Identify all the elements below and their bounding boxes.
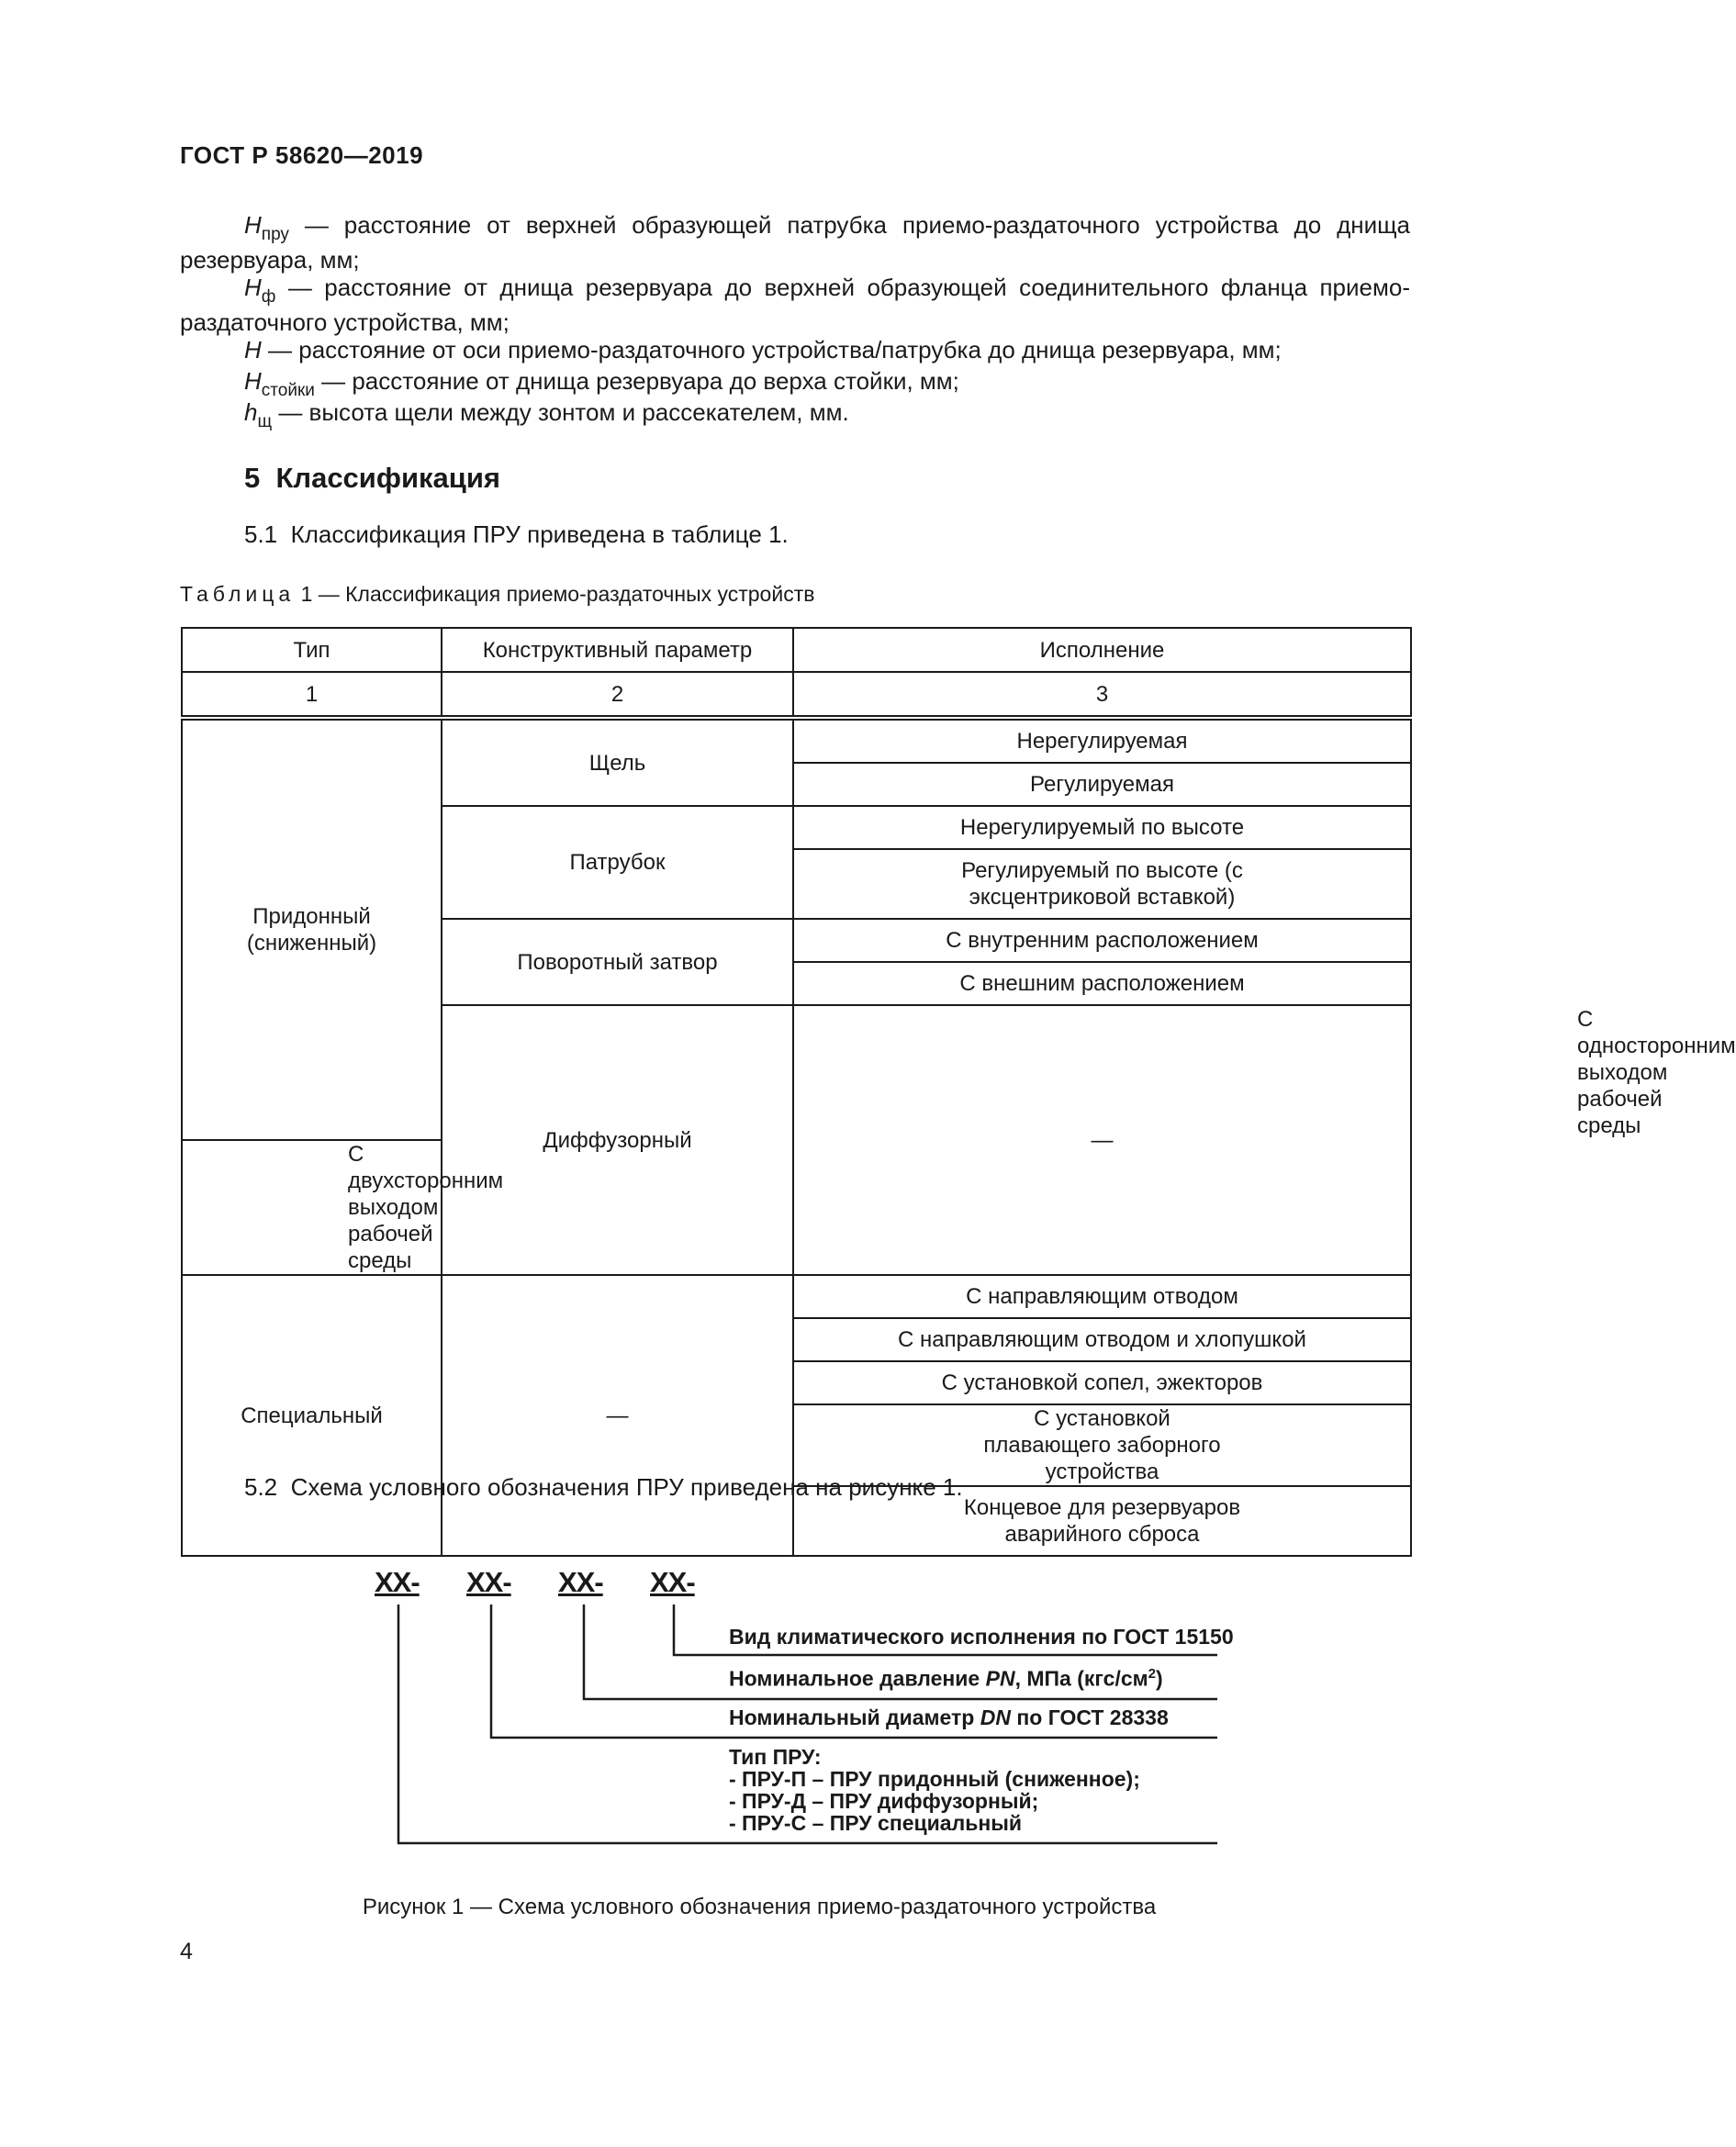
- legend-type-item: - ПРУ-П – ПРУ придонный (сниженное);: [729, 1767, 1140, 1791]
- legend-type-title: Тип ПРУ:: [729, 1745, 822, 1769]
- param-cell: Патрубок: [442, 806, 793, 919]
- document-header: ГОСТ Р 58620—2019: [180, 141, 424, 169]
- param-cell: Поворотный затвор: [442, 919, 793, 1005]
- definition-text: — высота щели между зонтом и рассекателем, мм.: [272, 398, 849, 426]
- header-cell: Исполнение: [793, 628, 1411, 672]
- legend-type-item: - ПРУ-Д – ПРУ диффузорный;: [729, 1789, 1039, 1813]
- param-cell: —: [442, 1275, 793, 1556]
- type-cell: Придонный (сниженный): [182, 718, 442, 1140]
- type-cell: Специальный: [182, 1275, 442, 1556]
- definition-symbol: H: [244, 367, 262, 395]
- definition-subscript: ф: [261, 287, 276, 307]
- code-segment-2: XX-: [466, 1566, 511, 1598]
- variant-cell: С направляющим отводом и хлопушкой: [793, 1318, 1411, 1361]
- code-segment-3: XX-: [558, 1566, 603, 1598]
- definition-text: — расстояние от верхней образующей патрубка приемо-раздаточного устройства до днища резервуара, мм;: [180, 211, 1410, 274]
- code-segment-4: XX-: [650, 1566, 695, 1598]
- definition-symbol: H: [244, 274, 262, 301]
- variant-cell: С внешним расположением: [793, 962, 1411, 1005]
- legend-type-item: - ПРУ-С – ПРУ специальный: [729, 1811, 1023, 1835]
- definition-subscript: щ: [257, 412, 273, 431]
- variant-cell: Регулируемый по высоте (с эксцентриковой вставкой): [793, 849, 1411, 919]
- definition-text: — расстояние от днища резервуара до верхней образующей соединительного фланца приемо-раздаточного устройства, мм;: [180, 274, 1410, 336]
- column-number: 3: [793, 672, 1411, 718]
- page-number: 4: [180, 1939, 193, 1964]
- variant-cell: Концевое для резервуаров аварийного сброса: [793, 1486, 1411, 1556]
- definition-text: — расстояние от оси приемо-раздаточного устройства/патрубка до днища резервуара, мм;: [261, 336, 1282, 363]
- param-cell: —: [793, 1005, 1411, 1275]
- type-cell: Диффузорный: [442, 1005, 793, 1275]
- definition-symbol: H: [244, 211, 262, 239]
- code-segment-1: XX-: [375, 1566, 420, 1598]
- legend-pressure: Номинальное давление PN, МПа $(кгс/см^2)$: [729, 1666, 1163, 1691]
- variant-cell: Регулируемая: [793, 763, 1411, 806]
- header-cell: Конструктивный параметр: [442, 628, 793, 672]
- table-caption-title: 1 — Классификация приемо-раздаточных устройств: [295, 582, 815, 606]
- header-cell: Тип: [182, 628, 442, 672]
- legend-type: [729, 1746, 1140, 1834]
- definition-subscript: стойки: [261, 381, 315, 400]
- table-row: Диффузорный — С односторонним выходом рабочей среды: [182, 1005, 1411, 1140]
- column-number: 1: [182, 672, 442, 718]
- figure-caption: Рисунок 1 — Схема условного обозначения приемо-раздаточного устройства: [362, 1895, 1157, 1919]
- param-cell: Щель: [442, 718, 793, 806]
- variant-cell: С внутренним расположением: [793, 919, 1411, 962]
- variant-cell: С двухсторонним выходом рабочей среды: [182, 1140, 442, 1275]
- definition-symbol: h: [244, 398, 258, 426]
- variant-cell: Нерегулируемая: [793, 718, 1411, 763]
- definition-text: — расстояние от днища резервуара до верха стойки, мм;: [314, 367, 959, 395]
- section-title: 5 Классификация: [244, 462, 500, 494]
- legend-diameter: Номинальный диаметр DN по ГОСТ 28338: [729, 1705, 1169, 1729]
- variant-cell: С установкой плавающего заборного устройства: [793, 1404, 1411, 1486]
- legend-climate: Вид климатического исполнения по ГОСТ 15150: [729, 1625, 1234, 1649]
- variant-cell: С установкой сопел, эжекторов: [793, 1361, 1411, 1404]
- definition-subscript: пру: [261, 225, 289, 244]
- paragraph-5-2: 5.2 Схема условного обозначения ПРУ приведена на рисунке 1.: [244, 1473, 963, 1501]
- variant-cell: С направляющим отводом: [793, 1275, 1411, 1318]
- table-caption-word: Таблица: [180, 582, 296, 606]
- paragraph-5-1: 5.1 Классификация ПРУ приведена в таблице 1.: [244, 520, 789, 548]
- column-number: 2: [442, 672, 793, 718]
- variant-cell: Нерегулируемый по высоте: [793, 806, 1411, 849]
- definition-symbol: H: [244, 336, 262, 363]
